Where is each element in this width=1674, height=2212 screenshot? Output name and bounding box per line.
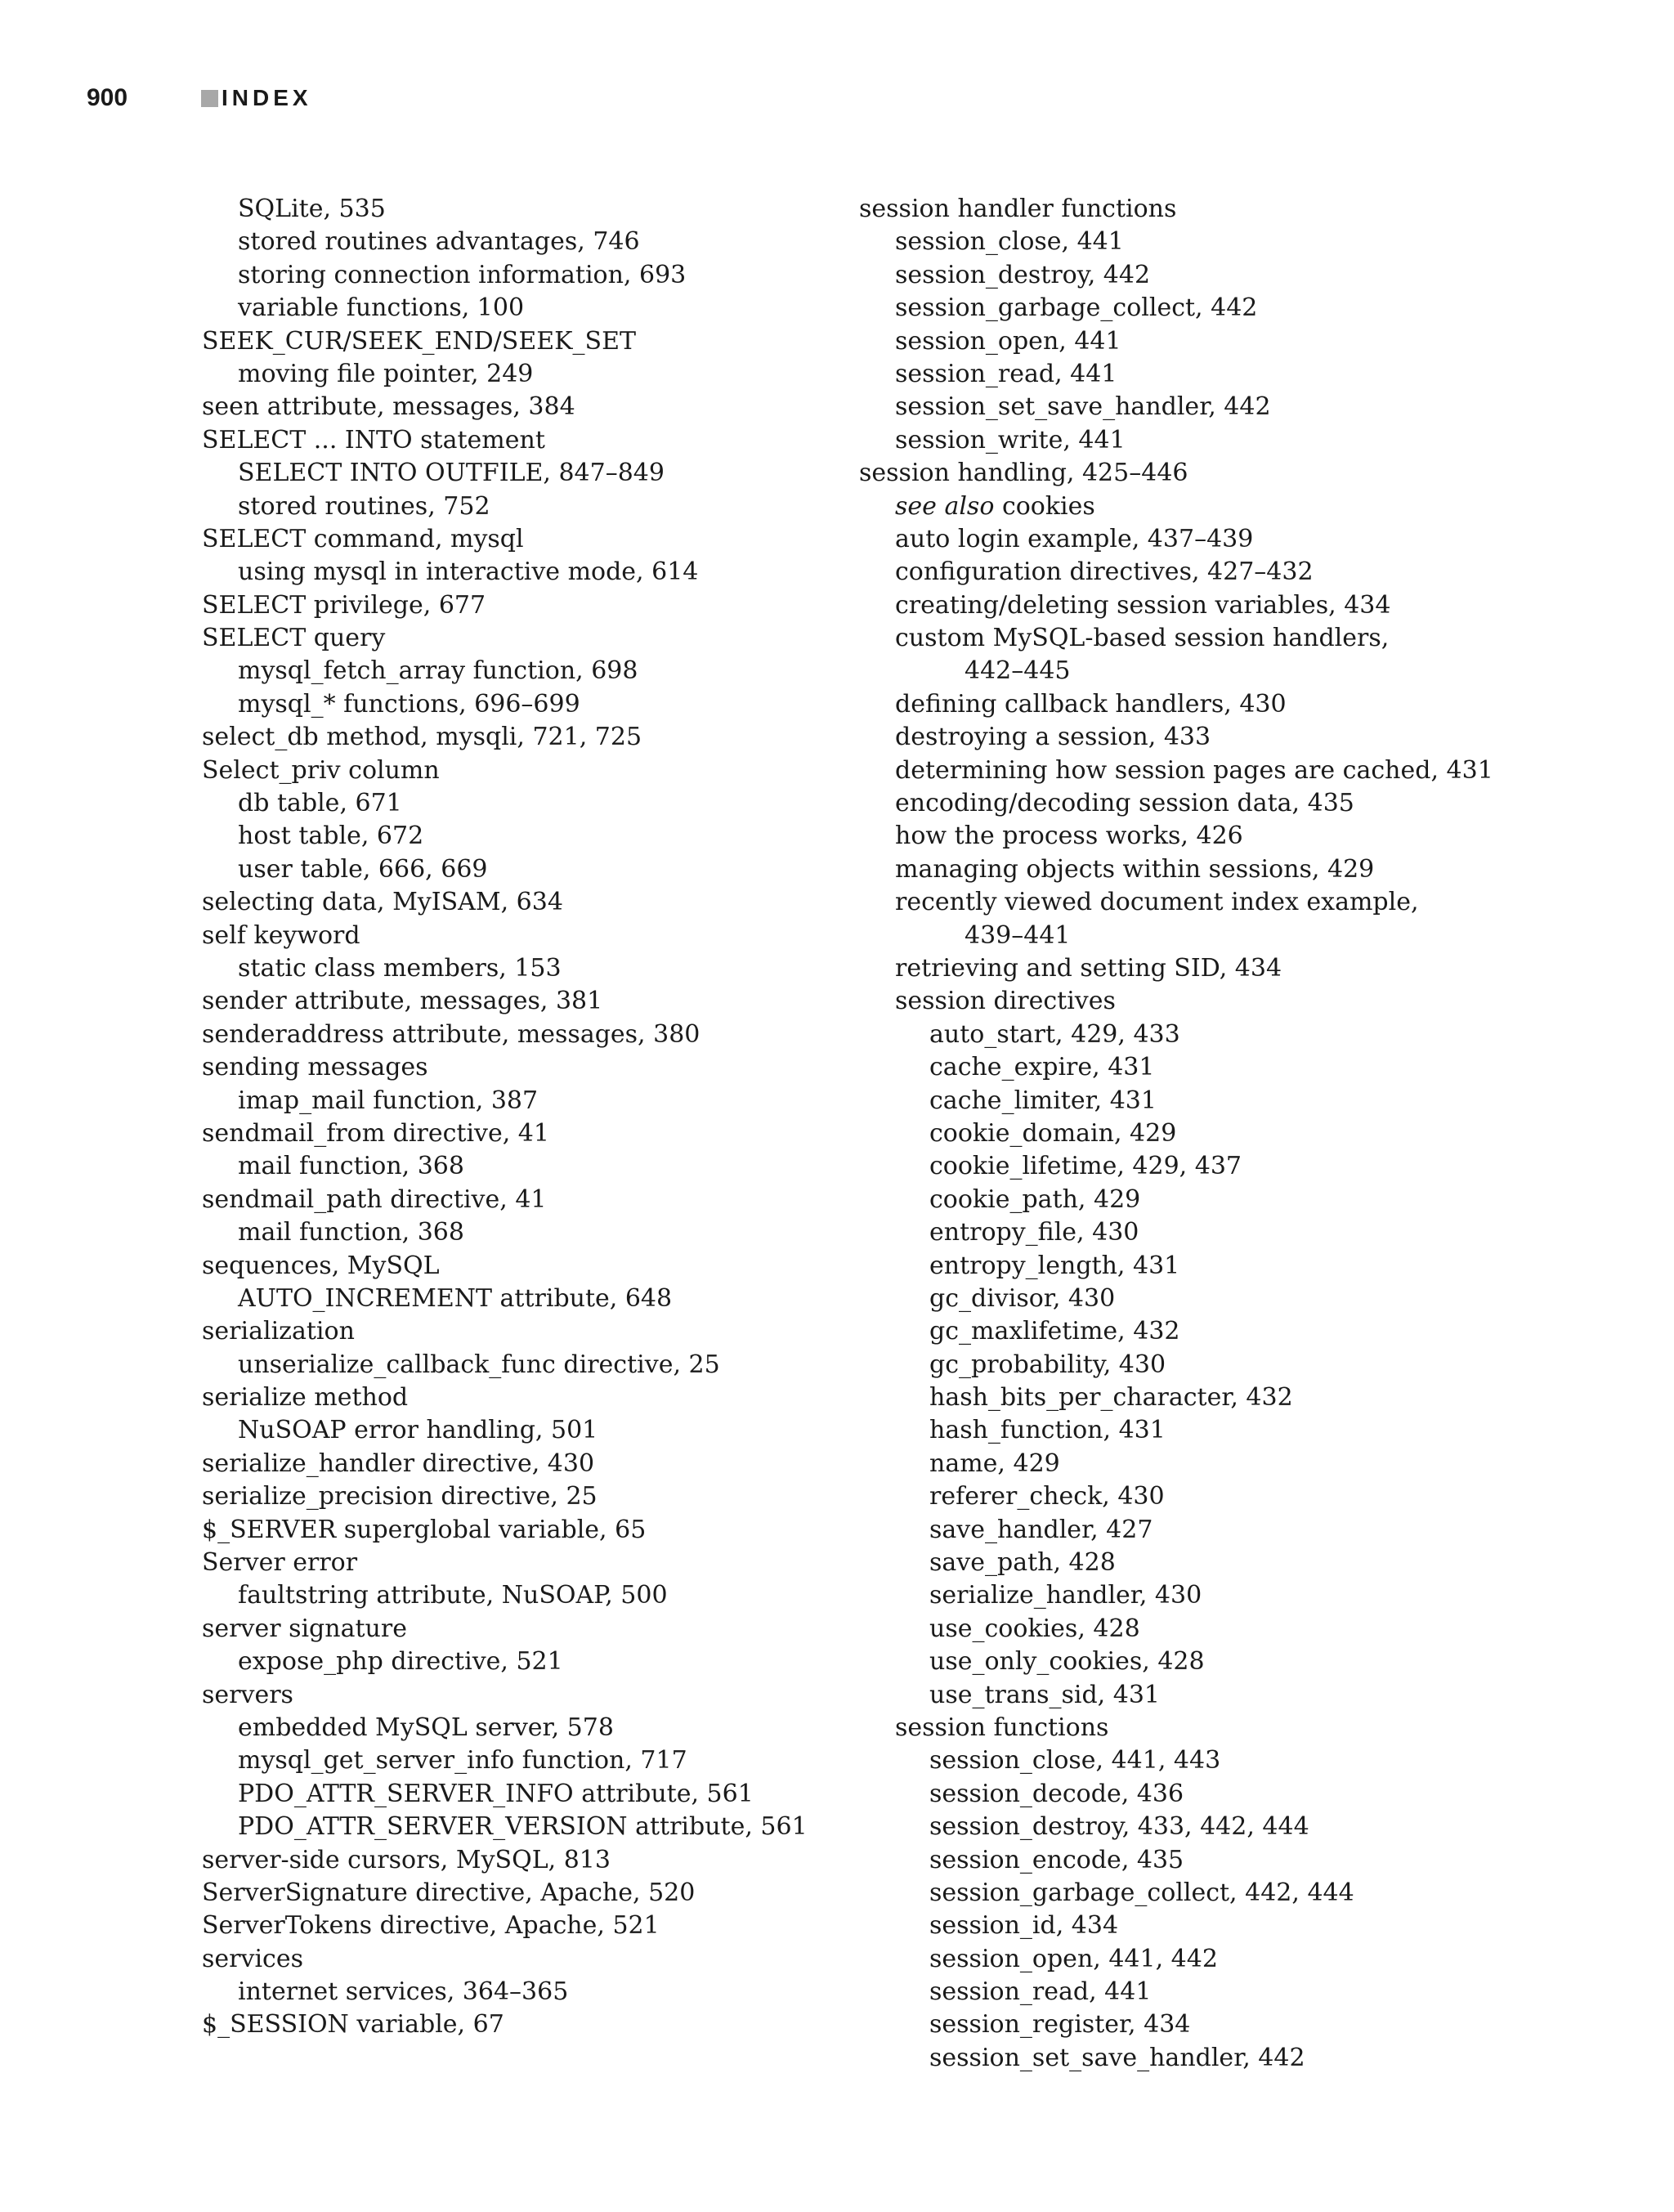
index-entry: expose_php directive, 521 <box>238 1647 563 1677</box>
index-entry: user table, 666, 669 <box>238 854 488 884</box>
index-entry: servers <box>202 1680 293 1709</box>
index-entry: session_close, 441, 443 <box>929 1746 1221 1775</box>
index-entry: retrieving and setting SID, 434 <box>895 953 1282 983</box>
index-entry-text: cookies <box>1001 491 1095 521</box>
index-entry: SEEK_CUR/SEEK_END/SEEK_SET <box>202 326 636 356</box>
index-entry: session_register, 434 <box>929 2010 1191 2040</box>
index-entry: how the process works, 426 <box>895 822 1243 851</box>
index-entry: NuSOAP error handling, 501 <box>238 1416 598 1445</box>
index-entry: SQLite, 535 <box>238 195 386 223</box>
index-entry: session handler functions <box>859 195 1177 223</box>
index-entry: using mysql in interactive mode, 614 <box>238 557 699 587</box>
index-entry: session_close, 441 <box>895 227 1124 257</box>
index-entry: referer_check, 430 <box>929 1482 1165 1511</box>
index-entry: configuration directives, 427–432 <box>895 557 1314 587</box>
index-entry: ServerSignature directive, Apache, 520 <box>202 1878 696 1907</box>
index-entry: session_destroy, 442 <box>895 260 1151 289</box>
index-entry: seen attribute, messages, 384 <box>202 392 575 422</box>
index-entry: gc_probability, 430 <box>929 1350 1166 1379</box>
index-entry: session_set_save_handler, 442 <box>929 2043 1305 2072</box>
index-entry: SELECT privilege, 677 <box>202 590 486 620</box>
index-entry: self keyword <box>202 920 360 950</box>
index-entry: session_id, 434 <box>929 1911 1119 1941</box>
index-entry: 442–445 <box>965 656 1071 686</box>
index-column-right <box>859 193 1493 2075</box>
index-entry: name, 429 <box>929 1449 1060 1478</box>
index-entry: static class members, 153 <box>238 953 562 983</box>
index-entry: defining callback handlers, 430 <box>895 689 1287 719</box>
index-entry: use_only_cookies, 428 <box>929 1647 1205 1677</box>
index-entry: PDO_ATTR_SERVER_VERSION attribute, 561 <box>238 1812 808 1842</box>
index-entry: services <box>202 1944 303 1973</box>
index-entry: 439–441 <box>965 920 1071 950</box>
index-entry: selecting data, MyISAM, 634 <box>202 888 563 917</box>
index-entry: stored routines, 752 <box>238 491 490 521</box>
index-entry: recently viewed document index example, <box>895 888 1419 917</box>
index-entry: cookie_domain, 429 <box>929 1118 1177 1148</box>
index-entry: mail function, 368 <box>238 1152 464 1181</box>
index-entry: hash_bits_per_character, 432 <box>929 1383 1293 1413</box>
index-entry: session_read, 441 <box>929 1977 1152 2007</box>
index-entry: SELECT query <box>202 624 386 653</box>
index-entry: variable functions, 100 <box>238 293 525 323</box>
index-entry: session_open, 441 <box>895 326 1121 356</box>
index-entry: server-side cursors, MySQL, 813 <box>202 1845 611 1874</box>
index-entry: custom MySQL-based session handlers, <box>895 624 1390 653</box>
index-entry: db table, 671 <box>238 789 402 818</box>
index-entry: mail function, 368 <box>238 1218 464 1247</box>
index-entry: $_SESSION variable, 67 <box>202 2010 504 2040</box>
index-entry: destroying a session, 433 <box>895 723 1211 752</box>
index-entry: serialize_handler, 430 <box>929 1581 1202 1610</box>
index-entry: sequences, MySQL <box>202 1251 440 1280</box>
index-entry: gc_divisor, 430 <box>929 1283 1116 1313</box>
index-entry: stored routines advantages, 746 <box>238 227 640 257</box>
section-marker-square <box>201 90 218 107</box>
index-entry: imap_mail function, 387 <box>238 1086 539 1115</box>
index-entry: session functions <box>895 1713 1109 1742</box>
index-entry: session_garbage_collect, 442 <box>895 293 1258 323</box>
index-entry: SELECT INTO OUTFILE, 847–849 <box>238 459 665 488</box>
index-entry: cookie_lifetime, 429, 437 <box>929 1152 1242 1181</box>
index-entry: entropy_file, 430 <box>929 1218 1139 1247</box>
section-title: INDEX <box>222 85 312 110</box>
index-entry: session_write, 441 <box>895 425 1126 454</box>
index-entry: sendmail_path directive, 41 <box>202 1184 547 1214</box>
index-entry: serialization <box>202 1317 355 1346</box>
index-entry: session_read, 441 <box>895 359 1117 388</box>
index-entry: determining how session pages are cached, 431 <box>895 755 1493 785</box>
index-entry: mysql_fetch_array function, 698 <box>238 656 638 686</box>
index-entry: auto_start, 429, 433 <box>929 1019 1180 1049</box>
index-entry: save_handler, 427 <box>929 1515 1153 1544</box>
index-entry: embedded MySQL server, 578 <box>238 1713 614 1742</box>
index-entry: gc_maxlifetime, 432 <box>929 1317 1180 1346</box>
index-entry: SELECT command, mysql <box>202 524 524 553</box>
index-entry: session_decode, 436 <box>929 1779 1184 1808</box>
index-entry: cache_expire, 431 <box>929 1053 1155 1082</box>
index-entry: serialize_precision directive, 25 <box>202 1482 598 1511</box>
see-also-label: see also <box>895 491 995 521</box>
index-entry: unserialize_callback_func directive, 25 <box>238 1350 720 1379</box>
index-entry: Select_priv column <box>202 755 440 785</box>
index-entry: cookie_path, 429 <box>929 1184 1141 1214</box>
index-entry <box>859 490 1493 523</box>
index-entry: entropy_length, 431 <box>929 1251 1180 1280</box>
index-entry: AUTO_INCREMENT attribute, 648 <box>238 1283 673 1313</box>
index-entry: storing connection information, 693 <box>238 260 687 289</box>
index-entry: PDO_ATTR_SERVER_INFO attribute, 561 <box>238 1779 754 1808</box>
index-entry: encoding/decoding session data, 435 <box>895 789 1354 818</box>
index-entry: ServerTokens directive, Apache, 521 <box>202 1911 660 1941</box>
index-entry: use_cookies, 428 <box>929 1614 1140 1643</box>
index-entry: senderaddress attribute, messages, 380 <box>202 1019 700 1049</box>
index-entry: mysql_* functions, 696–699 <box>238 689 580 719</box>
index-entry: use_trans_sid, 431 <box>929 1680 1160 1709</box>
index-entry: save_path, 428 <box>929 1548 1116 1578</box>
index-entry: sender attribute, messages, 381 <box>202 987 603 1016</box>
index-entry: moving file pointer, 249 <box>238 359 534 388</box>
index-entry: serialize_handler directive, 430 <box>202 1449 595 1478</box>
index-entry: $_SERVER superglobal variable, 65 <box>202 1515 647 1544</box>
page-number: 900 <box>87 84 128 111</box>
index-entry: creating/deleting session variables, 434 <box>895 590 1391 620</box>
index-entry: faultstring attribute, NuSOAP, 500 <box>238 1581 668 1610</box>
index-entry: session_garbage_collect, 442, 444 <box>929 1878 1354 1907</box>
index-entry: managing objects within sessions, 429 <box>895 854 1375 884</box>
index-entry: hash_function, 431 <box>929 1416 1166 1445</box>
index-entry: sendmail_from directive, 41 <box>202 1118 549 1148</box>
index-column-left <box>202 193 808 2042</box>
index-entry: select_db method, mysqli, 721, 725 <box>202 723 642 752</box>
index-entry: cache_limiter, 431 <box>929 1086 1157 1115</box>
page-header <box>87 80 312 116</box>
index-entry: serialize method <box>202 1383 409 1413</box>
index-entry: session_destroy, 433, 442, 444 <box>929 1812 1309 1842</box>
index-entry: session_set_save_handler, 442 <box>895 392 1271 422</box>
index-entry: session_open, 441, 442 <box>929 1944 1218 1973</box>
index-entry: session_encode, 435 <box>929 1845 1184 1874</box>
index-entry: session directives <box>895 987 1116 1016</box>
index-entry: host table, 672 <box>238 822 424 851</box>
index-entry: server signature <box>202 1614 407 1643</box>
index-entry: Server error <box>202 1548 358 1578</box>
index-entry: auto login example, 437–439 <box>895 524 1254 553</box>
index-entry: session handling, 425–446 <box>859 459 1188 488</box>
index-entry: mysql_get_server_info function, 717 <box>238 1746 687 1775</box>
index-entry: internet services, 364–365 <box>238 1977 569 2007</box>
index-entry: sending messages <box>202 1053 428 1082</box>
index-entry: SELECT ... INTO statement <box>202 425 545 454</box>
